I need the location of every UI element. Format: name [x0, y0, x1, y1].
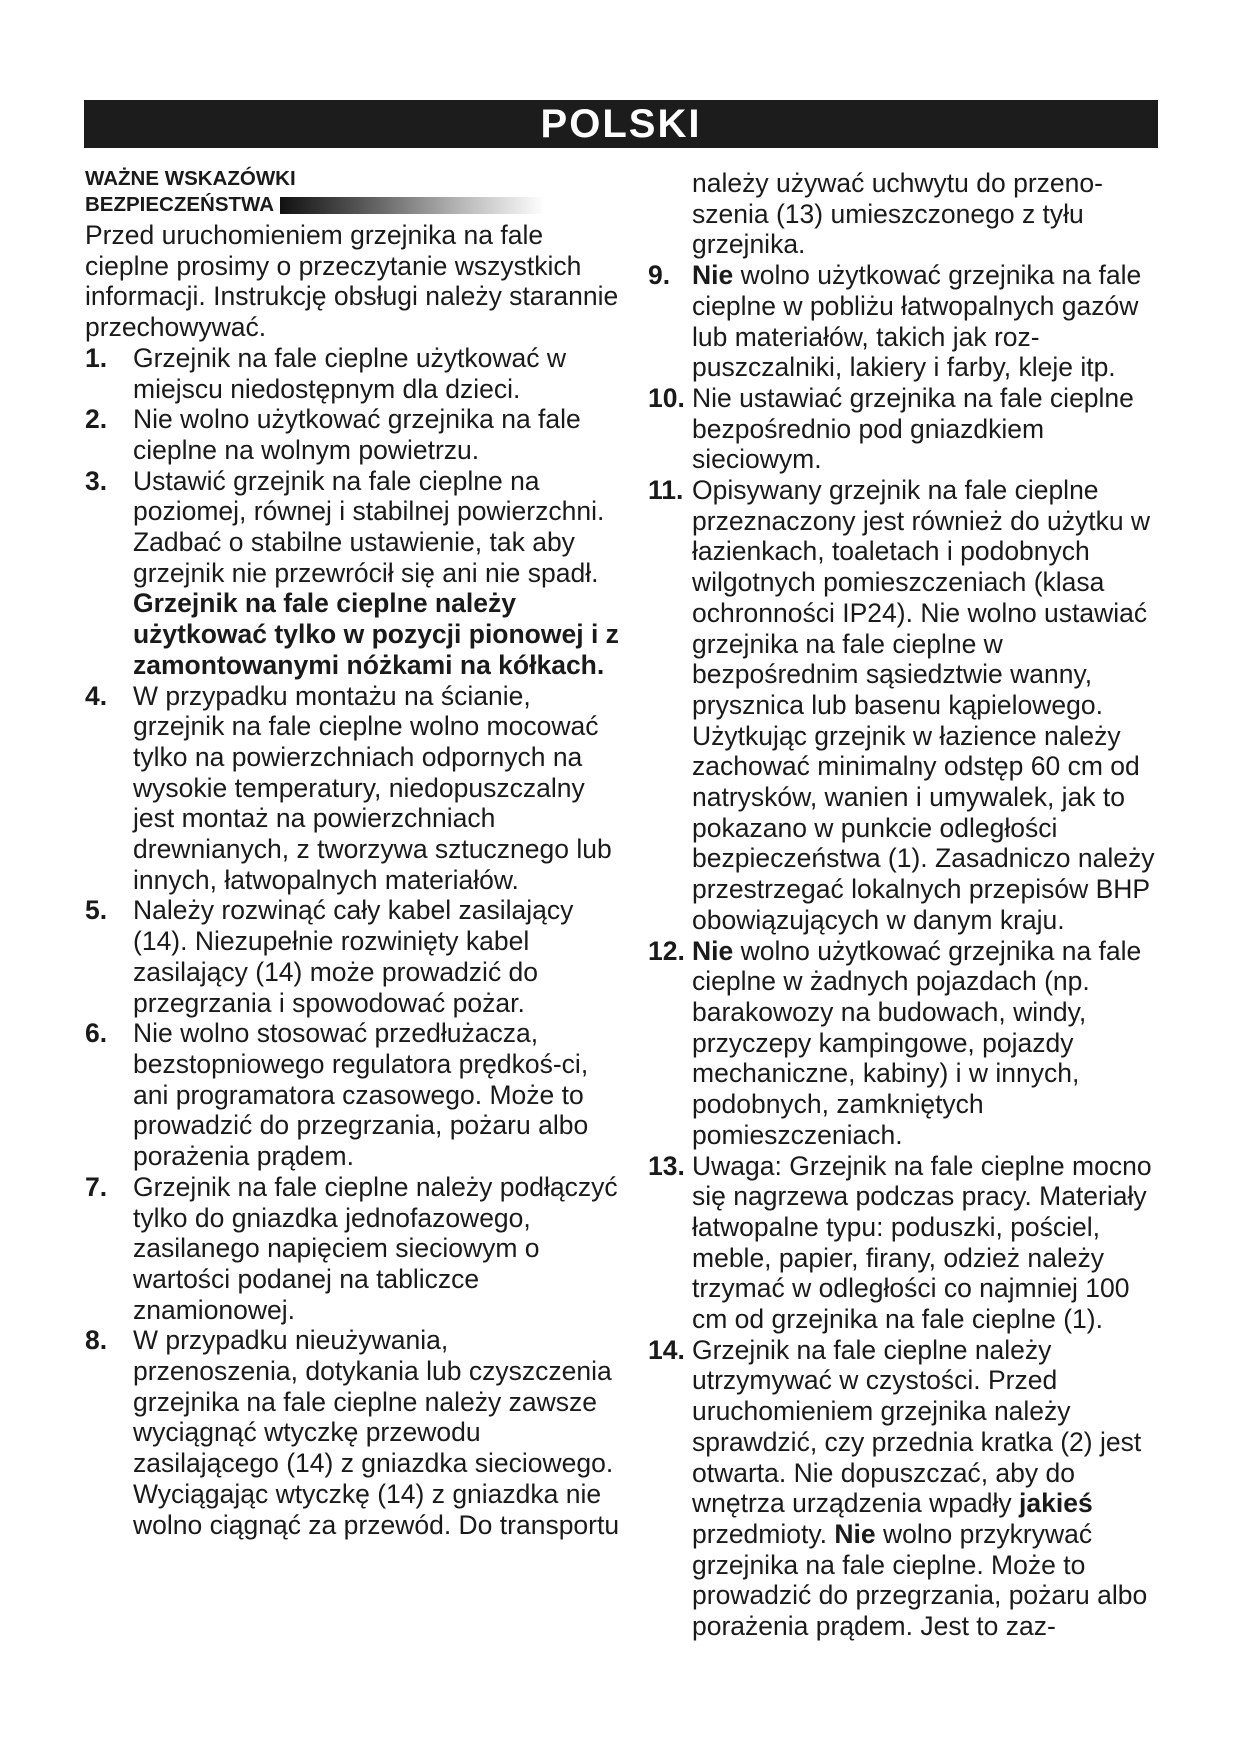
item-number: 14. [648, 1334, 685, 1365]
intro-paragraph: Przed uruchomieniem grzejnika na fale cieplne prosimy o przeczytanie wszystkich informacji. Instrukcję obsługi należy starannie przechowywać. [85, 220, 619, 343]
item-number: 8. [85, 1325, 108, 1356]
list-item-14 [648, 1335, 1168, 1642]
list-item-13 [648, 1151, 1168, 1335]
item-text-c: wolno przykrywać grzejnika na fale cieplne. Może to prowadzić do przegrzania, pożaru albo porażenia prądem. Jest to zaz- [692, 1518, 1148, 1642]
item-number: 6. [85, 1018, 108, 1049]
item-number: 2. [85, 404, 108, 435]
item-number: 13. [648, 1150, 685, 1181]
item-text: Należy rozwinąć cały kabel zasilający (14). Niezupełnie rozwinięty kabel zasilający (14) może prowadzić do przegrzania i spowodować pożar. [133, 895, 574, 1018]
item-number: 9. [648, 260, 671, 291]
item-bold-warning: Grzejnik na fale cieplne należy użytkować tylko w pozycji pionowej i z zamontowanymi nóżkami na kółkach. [133, 588, 619, 680]
heading-line-2-row [85, 192, 620, 218]
item-text-b: przedmioty. [692, 1518, 835, 1549]
left-column [85, 166, 620, 1540]
list-item-12 [648, 936, 1168, 1151]
item-bold-b: Nie [834, 1518, 876, 1549]
list-item-3 [85, 466, 620, 681]
item-number: 5. [85, 895, 108, 926]
item-text: Opisywany grzejnik na fale cieplne przeznaczony jest również do użytku w łazienkach, toaletach i podobnych wilgotnych pomieszczeniach (klasa ochronności IP24). Nie wolno ustawiać grzejnika na fale cieplne w bezpośrednim sąsiedztwie wanny, prysznica lub basenu kąpielowego. Użytkując grzejnik w łazience należy zachować minimalny odstęp 60 cm od natrysków, wanien i umywalek, jak to pokazano w punkcie odległości bezpieczeństwa (1). Zasadniczo należy przestrzegać lokalnych przepisów BHP obowiązujących w danym kraju. [692, 475, 1155, 935]
item-8-continuation: należy używać uchwytu do przeno-szenia (13) umieszczonego z tyłu grzejnika. [692, 168, 1103, 260]
item-bold-lead: Nie [692, 260, 734, 291]
item-number: 10. [648, 382, 685, 413]
language-label: POLSKI [540, 101, 702, 146]
list-item-2 [85, 404, 620, 465]
item-bold-a: jakieś [1019, 1488, 1093, 1519]
item-bold-lead: Nie [692, 935, 734, 966]
list-item-7 [85, 1172, 620, 1326]
item-text: W przypadku nieużywania, przenoszenia, dotykania lub czyszczenia grzejnika na fale cieplne należy zawsze wyciągnąć wtyczkę przewodu zasilającego (14) z gniazdka sieciowego. Wyciągając wtyczkę (14) z gniazdka nie wolno ciągnąć za przewód. Do transportu [133, 1325, 620, 1540]
list-item-8 [85, 1325, 620, 1540]
item-text: Nie wolno użytkować grzejnika na fale cieplne na wolnym powietrzu. [133, 404, 581, 465]
item-text: wolno użytkować grzejnika na fale cieplne w żadnych pojazdach (np. barakowozy na budowach, windy, przyczepy kampingowe, pojazdy mechaniczne, kabiny) i w innych, podobnych, zamkniętych pomieszczeniach. [692, 935, 1142, 1150]
item-text: Ustawić grzejnik na fale cieplne na poziomej, równej i stabilnej powierzchni. Zadbać o stabilne ustawienie, tak aby grzejnik nie przewrócił się ani nie spadł. [133, 465, 605, 588]
item-text: Uwaga: Grzejnik na fale cieplne mocno się nagrzewa podczas pracy. Materiały łatwopalne typu: poduszki, pościel, meble, papier, firany, odzież należy trzymać w odległości co najmniej 100 cm od grzejnika na fale cieplne (1). [692, 1150, 1152, 1335]
item-number: 12. [648, 935, 685, 966]
item-number: 4. [85, 680, 108, 711]
section-heading [85, 166, 620, 218]
list-item-5 [85, 895, 620, 1018]
item-text-a: Grzejnik na fale cieplne należy utrzymywać w czystości. Przed uruchomieniem grzejnika należy sprawdzić, czy przednia kratka (2) jest otwarta. Nie dopuszczać, aby do wnętrza urządzenia wpadły [692, 1334, 1142, 1519]
item-number: 1. [85, 342, 108, 373]
item-number: 11. [648, 475, 684, 506]
list-item-6 [85, 1018, 620, 1172]
item-text: wolno użytkować grzejnika na fale cieplne w pobliżu łatwopalnych gazów lub materiałów, takich jak roz-puszczalniki, lakiery i farby, kleje itp. [692, 260, 1142, 383]
item-text: Grzejnik na fale cieplne należy podłączyć tylko do gniazdka jednofazowego, zasilanego napięciem sieciowym o wartości podanej na tabliczce znamionowej. [133, 1171, 618, 1325]
item-text: W przypadku montażu na ścianie, grzejnik na fale cieplne wolno mocować tylko na powierzchniach odpornych na wysokie temperatury, niedopuszczalny jest montaż na powierzchniach drewnianych, z tworzywa sztucznego lub innych, łatwopalnych materiałów. [133, 680, 612, 895]
right-column [648, 168, 1168, 1642]
heading-line-2: BEZPIECZEŃSTWA [85, 193, 275, 216]
item-text: Grzejnik na fale cieplne użytkować w miejscu niedostępnym dla dzieci. [133, 342, 567, 404]
list-item-4 [85, 681, 620, 896]
list-item-1 [85, 343, 620, 404]
language-banner [84, 100, 1158, 148]
heading-line-1: WAŻNE WSKAZÓWKI [85, 167, 296, 190]
item-text: Nie wolno stosować przedłużacza, bezstopniowego regulatora prędkoś-ci, ani programatora czasowego. Może to prowadzić do przegrzania, pożaru albo porażenia prądem. [133, 1018, 589, 1172]
item-number: 7. [85, 1171, 108, 1202]
list-item-11 [648, 475, 1168, 936]
list-item-9 [648, 260, 1168, 383]
item-number: 3. [85, 465, 108, 496]
item-text: Nie ustawiać grzejnika na fale cieplne bezpośrednio pod gniazdkiem sieciowym. [692, 382, 1134, 475]
list-item-10 [648, 383, 1168, 475]
gradient-bar [280, 197, 545, 214]
